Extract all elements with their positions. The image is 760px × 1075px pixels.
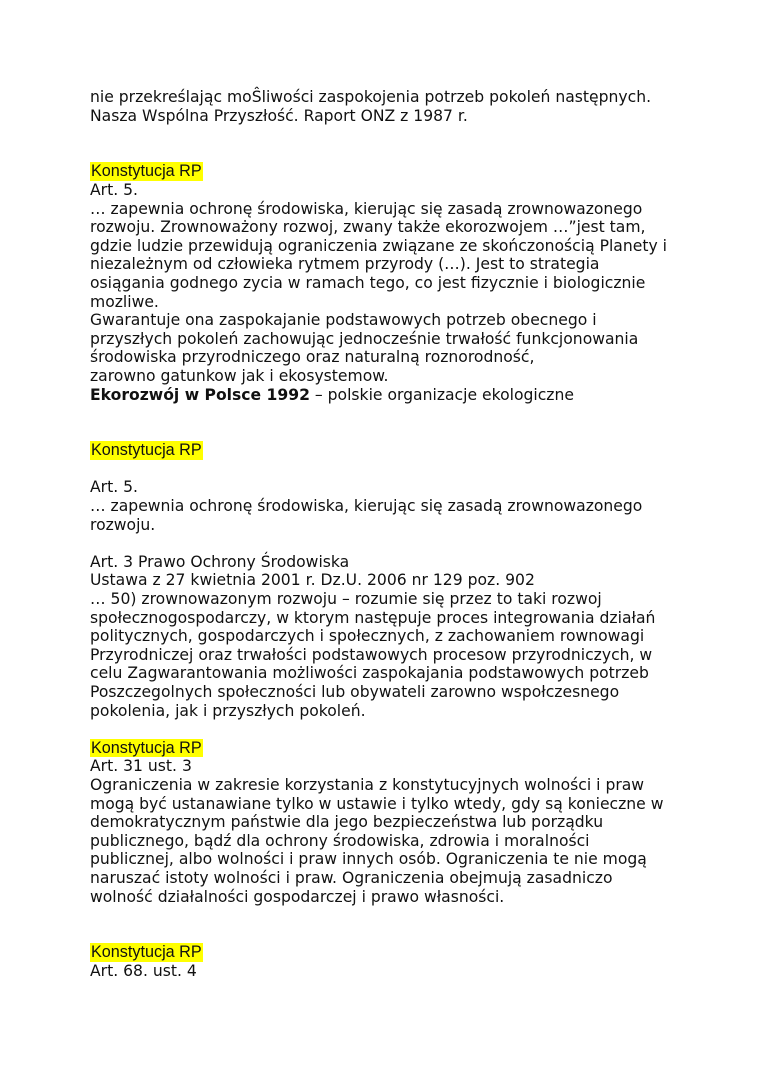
- section-1-text-line: Gwarantuje ona zaspokajanie podstawowych potrzeb obecnego i: [90, 311, 597, 330]
- section-1-article: Art. 5.: [90, 180, 138, 199]
- spacer: [90, 125, 730, 162]
- intro-source-line: Nasza Wspólna Przyszłość. Raport ONZ z 1987 r.: [90, 106, 468, 125]
- section-1-text-line: zarowno gatunkow jak i ekosystemow.: [90, 366, 389, 385]
- law-text-line: Przyrodniczej oraz trwałości podstawowych procesow przyrodniczych, w: [90, 645, 653, 664]
- source-description: – polskie organizacje ekologiczne: [309, 385, 574, 404]
- section-3-text-line: mogą być ustanawiane tylko w ustawie i tylko wtedy, gdy są konieczne w: [90, 794, 664, 813]
- section-3-text-line: publicznej, albo wolności i praw innych osób. Ograniczenia te nie mogą: [90, 850, 647, 869]
- law-text-line: Poszczegolnych społeczności lub obywateli zarowno wspołczesnego: [90, 683, 620, 701]
- section-3-text-line: demokratycznym państwie dla jego bezpieczeństwa lub porządku: [90, 813, 604, 832]
- section-3-text-line: wolność działalności gospodarczej i prawo własności.: [90, 887, 505, 906]
- highlighted-heading: Konstytucja RP: [91, 162, 202, 181]
- section-1-text-line: mozliwe.: [90, 292, 159, 311]
- section-3-text-line: publicznego, bądź dla ochrony środowiska, zdrowia i moralności: [90, 831, 590, 850]
- section-3-heading: [90, 739, 730, 758]
- section-1-text-line: niezależnym od człowieka rytmem przyrody (…). Jest to strategia: [90, 255, 600, 274]
- spacer: [90, 906, 730, 943]
- section-1-text-line: gdzie ludzie przewidują ograniczenia związane ze skończonością Planety i: [90, 236, 667, 255]
- spacer: [90, 404, 730, 441]
- law-reference: Ustawa z 27 kwietnia 2001 r. Dz.U. 2006 nr 129 poz. 902: [90, 571, 535, 590]
- section-2-article: Art. 5.: [90, 478, 138, 497]
- highlighted-heading: Konstytucja RP: [91, 943, 202, 962]
- section-1-text-line: osiągania godnego zycia w ramach tego, co jest fizycznie i biologicznie: [90, 273, 646, 292]
- section-1-text-line: środowiska przyrodniczego oraz naturalną roznorodność,: [90, 348, 535, 367]
- document-page: [90, 88, 730, 981]
- section-3-text-line: Ograniczenia w zakresie korzystania z konstytucyjnych wolności i praw: [90, 775, 645, 794]
- section-2-text-line: … zapewnia ochronę środowiska, kierując się zasadą zrownowazonego: [90, 497, 643, 516]
- section-1-text-line: przyszłych pokoleń zachowując jednocześnie trwałość funkcjonowania: [90, 329, 639, 348]
- law-text-line: politycznych, gospodarczych i społecznych, z zachowaniem rownowagi: [90, 627, 645, 646]
- section-2-heading: [90, 441, 730, 460]
- section-4-heading: [90, 943, 730, 962]
- section-1-text-line: rozwoju. Zrownoważony rozwoj, zwany także ekorozwojem …”jest tam,: [90, 218, 646, 237]
- spacer: [90, 534, 730, 553]
- source-title-bold: Ekorozwój w Polsce 1992: [90, 385, 310, 404]
- law-text-line: społecznogospodarczy, w ktorym następuje proces integrowania działań: [90, 608, 656, 627]
- section-1-text-line: … zapewnia ochronę środowiska, kierując się zasadą zrownowazonego: [90, 199, 643, 218]
- law-text-line: celu Zagwarantowania możliwości zaspokajania podstawowych potrzeb: [90, 664, 649, 683]
- law-text-line: pokolenia, jak i przyszłych pokoleń.: [90, 701, 366, 720]
- highlighted-heading: Konstytucja RP: [91, 441, 202, 460]
- highlighted-heading: Konstytucja RP: [91, 738, 202, 757]
- law-text-line: … 50) zrownowazonym rozwoju – rozumie się przez to taki rozwoj: [90, 590, 602, 609]
- spacer: [90, 720, 730, 739]
- section-3-article: Art. 31 ust. 3: [90, 757, 192, 776]
- section-3-text-line: naruszać istoty wolności i praw. Ograniczenia obejmują zasadniczo: [90, 868, 613, 887]
- section-4-article: Art. 68. ust. 4: [90, 961, 197, 980]
- section-2-text-line: rozwoju.: [90, 515, 156, 534]
- spacer: [90, 460, 730, 479]
- section-1-heading: [90, 162, 730, 181]
- section-1-source: [90, 386, 730, 405]
- intro-line: nie przekreślając moŜliwości zaspokojenia potrzeb pokoleń następnych.: [90, 88, 652, 106]
- law-title: Art. 3 Prawo Ochrony Środowiska: [90, 552, 350, 571]
